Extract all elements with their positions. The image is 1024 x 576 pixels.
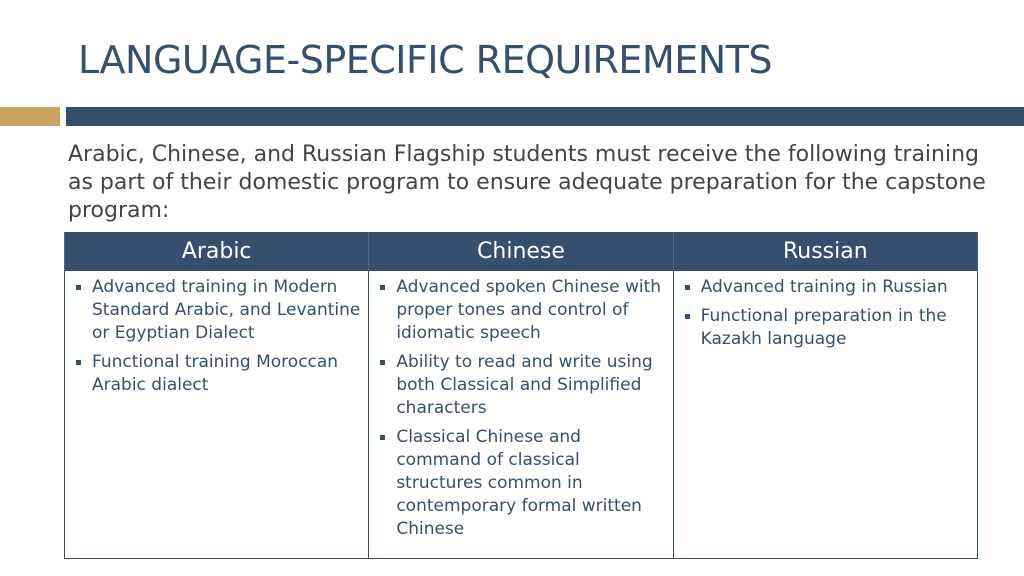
list-item (377, 426, 666, 541)
list-item-text: Ability to read and write using both Classical and Simplified characters (396, 352, 653, 418)
list-item-text: Advanced training in Modern Standard Arabic, and Levantine or Egyptian Dialect (92, 277, 361, 343)
list-item (73, 351, 362, 397)
requirements-table (64, 232, 978, 559)
table-row (65, 271, 978, 559)
page-title: LANGUAGE-SPECIFIC REQUIREMENTS (78, 38, 772, 82)
bullet-square-icon (685, 285, 690, 290)
bullet-square-icon (380, 360, 385, 365)
arabic-list (73, 276, 362, 397)
accent-bar-navy (66, 107, 1024, 126)
list-item-text: Classical Chinese and command of classical structures common in contemporary formal written Chinese (396, 427, 642, 539)
list-item (73, 276, 362, 345)
list-item-text: Functional preparation in the Kazakh language (700, 306, 947, 349)
list-item (377, 276, 666, 345)
list-item-text: Advanced spoken Chinese with proper tones and control of idiomatic speech (396, 277, 662, 343)
list-item-text: Advanced training in Russian (700, 277, 948, 297)
column-header-chinese: Chinese (369, 232, 673, 271)
header-row (65, 232, 978, 271)
bullet-square-icon (685, 314, 690, 319)
bullet-square-icon (76, 360, 81, 365)
russian-cell (673, 271, 977, 559)
intro-paragraph: Arabic, Chinese, and Russian Flagship students must receive the following training as part of their domestic program to ensure adequate preparation for the capstone program: (68, 142, 986, 223)
column-header-russian: Russian (673, 232, 977, 271)
list-item (377, 351, 666, 420)
chinese-cell (369, 271, 673, 559)
arabic-cell (65, 271, 369, 559)
accent-bar-gold (0, 107, 60, 126)
chinese-list (377, 276, 666, 541)
column-header-arabic: Arabic (65, 232, 369, 271)
bullet-square-icon (76, 285, 81, 290)
russian-list (682, 276, 971, 351)
list-item (682, 305, 971, 351)
list-item-text: Functional training Moroccan Arabic dialect (92, 352, 339, 395)
bullet-square-icon (380, 435, 385, 440)
list-item (682, 276, 971, 299)
bullet-square-icon (380, 285, 385, 290)
